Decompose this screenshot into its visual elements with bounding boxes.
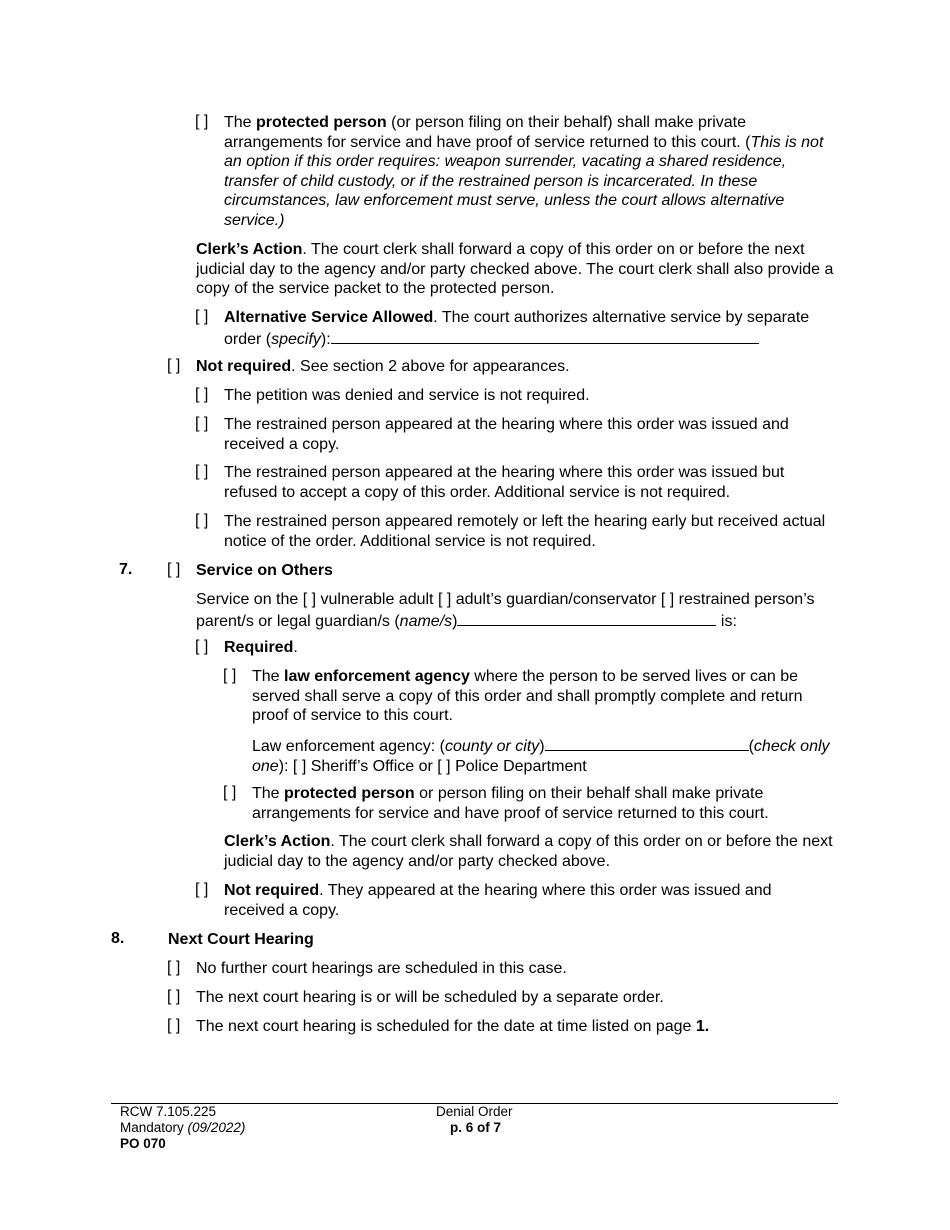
protected-person-option: The protected person or person filing on their behalf shall make private arrangements for service and have proof of service returned to this court. — [252, 785, 769, 822]
checkbox[interactable]: [ ] — [223, 784, 237, 801]
not-required-sub-option: The restrained person appeared remotely or left the hearing early but received actual notice of the order. Additional service is not required. — [224, 513, 826, 550]
clerks-action-paragraph: Clerk’s Action. The court clerk shall forward a copy of this order on or before the next judicial day to the agency and/or party checked above. The court clerk shall also provide a copy of the service packet to the protected person. — [196, 241, 834, 298]
checkbox[interactable]: [ ] — [167, 1017, 181, 1034]
not-required-option: Not required. See section 2 above for appearances. — [196, 358, 570, 375]
section-title: Next Court Hearing — [168, 931, 314, 948]
section-number: 7. — [119, 561, 133, 578]
checkbox[interactable]: [ ] — [195, 415, 209, 432]
checkbox[interactable]: [ ] — [302, 591, 317, 608]
not-required-option: Not required. They appeared at the hearing where this order was issued and received a copy. — [224, 882, 772, 919]
checkbox[interactable]: [ ] — [167, 959, 181, 976]
required-option: Required. — [224, 639, 298, 656]
protected-person-service-option: The protected person (or person filing on their behalf) shall make private arrangements for service and have proof of service returned to this court. (This is not an option if this order requires: weapon surrender, vacating a shared residence, transfer of child custody, or if the restrained person is incarcerated. In these circumstances, law enforcement must serve, unless the court allows alternative service.) — [224, 114, 824, 229]
hearing-option: The next court hearing is scheduled for the date at time listed on page 1. — [196, 1018, 710, 1035]
checkbox[interactable]: [ ] — [660, 591, 675, 608]
footer-form-number: PO 070 — [120, 1136, 166, 1151]
clerks-action-paragraph: Clerk’s Action. The court clerk shall forward a copy of this order on or before the next judicial day to the agency and/or party checked above. — [224, 833, 833, 870]
specify-blank[interactable] — [331, 328, 759, 344]
checkbox[interactable]: [ ] — [195, 308, 209, 325]
checkbox[interactable]: [ ] — [292, 757, 307, 775]
checkbox[interactable]: [ ] — [195, 881, 209, 898]
law-enforcement-option: The law enforcement agency where the person to be served lives or can be served shall serve a copy of this order and shall promptly complete and return proof of service to this court. — [252, 668, 803, 725]
footer-page-number: p. 6 of 7 — [450, 1120, 502, 1135]
not-required-sub-option: The restrained person appeared at the hearing where this order was issued but refused to accept a copy of this order. Additional service is not required. — [224, 464, 785, 501]
hearing-option: No further court hearings are scheduled in this case. — [196, 960, 567, 977]
hearing-option: The next court hearing is or will be scheduled by a separate order. — [196, 989, 664, 1006]
section-number: 8. — [111, 930, 125, 947]
law-enforcement-agency-line: Law enforcement agency: (county or city) (check only one): [ ] Sheriff’s Office or [ ] Police Department — [252, 735, 842, 776]
section-title: Service on Others — [196, 562, 333, 579]
checkbox[interactable]: [ ] — [195, 512, 209, 529]
footer-title: Denial Order — [436, 1104, 513, 1119]
checkbox[interactable]: [ ] — [167, 561, 181, 578]
checkbox[interactable]: [ ] — [195, 113, 209, 130]
footer-mandatory: Mandatory (09/2022) — [120, 1120, 246, 1135]
checkbox[interactable]: [ ] — [195, 463, 209, 480]
checkbox[interactable]: [ ] — [437, 591, 452, 608]
checkbox[interactable]: [ ] — [437, 757, 451, 775]
checkbox[interactable]: [ ] — [167, 357, 181, 374]
not-required-sub-option: The restrained person appeared at the hearing where this order was issued and received a copy. — [224, 416, 789, 453]
checkbox[interactable]: [ ] — [223, 667, 237, 684]
footer-statute: RCW 7.105.225 — [120, 1104, 217, 1119]
not-required-sub-option: The petition was denied and service is not required. — [224, 387, 590, 404]
checkbox[interactable]: [ ] — [167, 988, 181, 1005]
agency-blank[interactable] — [545, 735, 749, 751]
checkbox[interactable]: [ ] — [195, 638, 209, 655]
service-on-others-line: Service on the [ ] vulnerable adult [ ] adult’s guardian/conservator [ ] restrained person’s parent/s or legal guardian/s (name/s) is: — [196, 591, 815, 630]
names-blank[interactable] — [457, 610, 716, 626]
alternative-service-option: Alternative Service Allowed. The court authorizes alternative service by separate order (specify): — [224, 309, 810, 348]
checkbox[interactable]: [ ] — [195, 386, 209, 403]
